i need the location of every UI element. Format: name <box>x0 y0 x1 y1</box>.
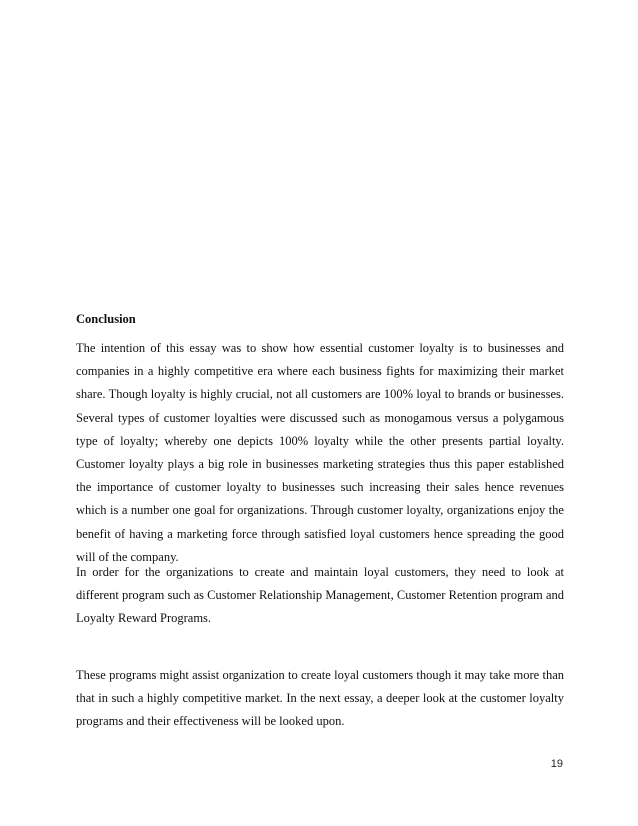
section-heading: Conclusion <box>76 312 136 326</box>
paragraph-1: The intention of this essay was to show how essential customer loyalty is to businesses and companies in a highly competitive era where each business fights for maximizing their market share. Though loyalty is highly crucial, not all customers are 100% loyal to brands or businesses. Several types of customer loyalties were discussed such as monogamous versus a polygamous type of loyalty; whereby one depicts 100% loyalty while the other presents partial loyalty. Customer loyalty plays a big role in businesses marketing strategies thus this paper established the importance of customer loyalty to businesses such increasing their sales hence revenues which is a number one goal for organizations. Through customer loyalty, organizations enjoy the benefit of having a marketing force through satisfied loyal customers hence spreading the good will of the company. <box>76 341 564 564</box>
paragraph-2: In order for the organizations to create and maintain loyal customers, they need to look at different program such as Customer Relationship Management, Customer Retention program and Loyalty Reward Programs. <box>76 565 564 626</box>
paragraph-3: These programs might assist organization to create loyal customers though it may take more than that in such a highly competitive market. In the next essay, a deeper look at the customer loyalty programs and their effectiveness will be looked upon. <box>76 668 564 729</box>
page-number: 19 <box>550 758 563 770</box>
